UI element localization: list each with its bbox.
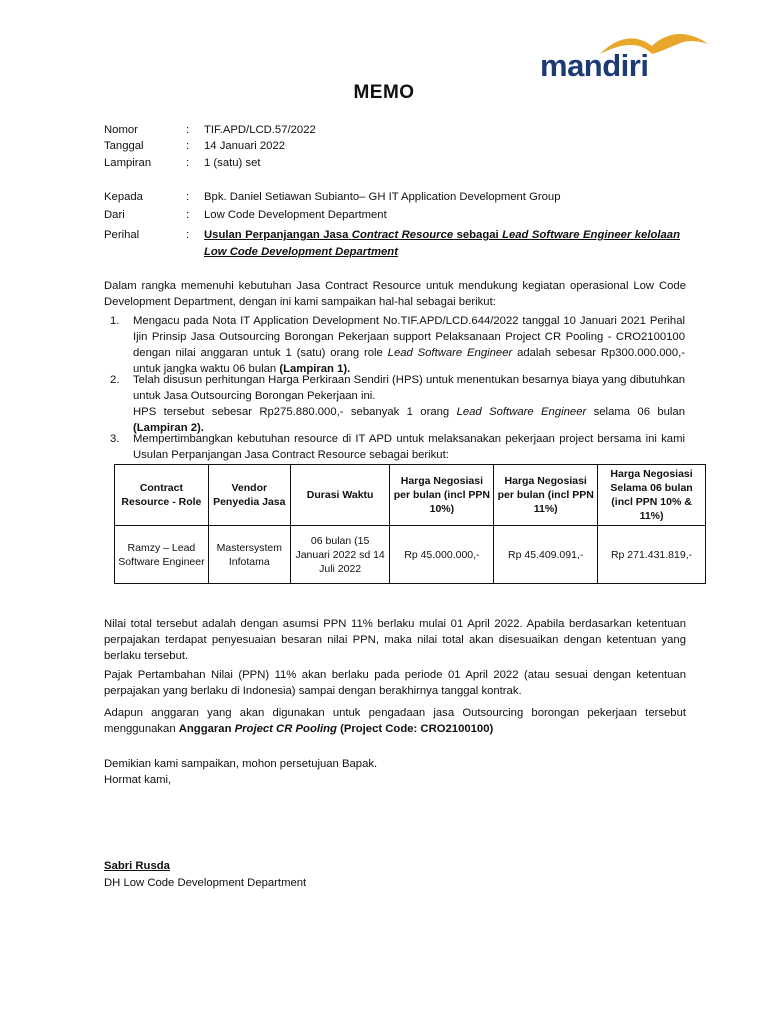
perihal-value xyxy=(204,227,680,261)
table-cell: Ramzy – Lead Software Engineer xyxy=(115,526,209,584)
meta-value: 1 (satu) set xyxy=(204,157,261,169)
meta-colon: : xyxy=(186,124,190,136)
table-header: Contract Resource - Role xyxy=(115,465,209,526)
list-text: Mempertimbangkan kebutuhan resource di IT APD untuk melaksanakan pekerjaan project bersama ini kami Usulan Perpanjangan Jasa Contract Resource sebagai berikut: xyxy=(133,433,685,461)
note-bold-italic: Project CR Pooling xyxy=(234,723,337,735)
table-cell: Rp 45.409.091,- xyxy=(494,526,598,584)
list-text xyxy=(133,313,685,377)
table-header: Vendor Penyedia Jasa xyxy=(208,465,290,526)
note-bold: Anggaran xyxy=(178,723,235,735)
meta-colon: : xyxy=(186,229,190,241)
note-ppn-period xyxy=(104,667,686,699)
meta-colon: : xyxy=(186,191,190,203)
note-text: Pajak Pertambahan Nilai (PPN) 11% akan berlaku pada periode 01 April 2022 (atau sesuai dengan ketentuan perpajakan yang berlaku di Indonesia) sampai dengan berakhirnya tanggal kontrak. xyxy=(104,669,686,697)
meta-label: Dari xyxy=(104,209,125,221)
meta-label: Lampiran xyxy=(104,157,152,169)
signer-title: DH Low Code Development Department xyxy=(104,877,307,889)
closing-line: Hormat kami, xyxy=(104,774,172,786)
table-header: Harga Negosiasi per bulan (incl PPN 10%) xyxy=(390,465,494,526)
note-ppn-assumption xyxy=(104,616,686,664)
resource-table xyxy=(114,464,706,584)
meta-value: Low Code Development Department xyxy=(204,209,387,221)
meta-value: TIF.APD/LCD.57/2022 xyxy=(204,124,316,136)
closing xyxy=(104,756,686,788)
signer-name: Sabri Rusda xyxy=(104,860,170,872)
item-italic: Lead Software Engineer xyxy=(387,347,513,359)
meta-label: Nomor xyxy=(104,124,138,136)
list-number: 1. xyxy=(110,315,120,327)
perihal-italic: Contract Resource xyxy=(351,229,454,241)
intro-text: Dalam rangka memenuhi kebutuhan Jasa Contract Resource untuk mendukung kegiatan operasional Low Code Development Department, dengan ini kami sampaikan hal-hal sebagai berikut: xyxy=(104,280,686,308)
meta-label: Kepada xyxy=(104,191,143,203)
item-text: selama 06 bulan xyxy=(586,406,685,418)
meta-value: 14 Januari 2022 xyxy=(204,140,286,152)
meta-label: Perihal xyxy=(104,229,140,241)
perihal-text: sebagai xyxy=(453,229,503,241)
perihal-text: Usulan Perpanjangan Jasa xyxy=(204,229,352,241)
item-bold: (Lampiran 2). xyxy=(133,422,204,434)
meta-label: Tanggal xyxy=(104,140,144,152)
table-cell: Rp 271.431.819,- xyxy=(598,526,706,584)
table-cell: Rp 45.000.000,- xyxy=(390,526,494,584)
intro-paragraph xyxy=(104,278,686,310)
note-budget xyxy=(104,705,686,737)
list-number: 2. xyxy=(110,374,120,386)
item-italic: Lead Software Engineer xyxy=(456,406,587,418)
table-cell: Mastersystem Infotama xyxy=(208,526,290,584)
table-row xyxy=(115,526,706,584)
table-cell: 06 bulan (15 Januari 2022 sd 14 Juli 2022 xyxy=(290,526,390,584)
closing-line: Demikian kami sampaikan, mohon persetujuan Bapak. xyxy=(104,758,378,770)
meta-value: Bpk. Daniel Setiawan Subianto– GH IT Application Development Group xyxy=(204,191,561,203)
note-text xyxy=(104,705,686,737)
note-text: Nilai total tersebut adalah dengan asumsi PPN 11% berlaku mulai 01 April 2022. Apabila berdasarkan ketentuan perpajakan terdapat penyesuaian besaran nilai PPN, maka nilai total akan disesuaikan dengan ketentuan yang berlaku tersebut. xyxy=(104,618,686,662)
table-header: Durasi Waktu xyxy=(290,465,390,526)
item-text: adalah sebesar Rp300.000.000,- untuk jangka waktu 06 bulan xyxy=(133,347,685,375)
table-header: Harga Negosiasi per bulan (incl PPN 11%) xyxy=(494,465,598,526)
table-header: Harga Negosiasi Selama 06 bulan (incl PPN 10% & 11%) xyxy=(598,465,706,526)
mandiri-logo xyxy=(540,32,710,82)
list-text xyxy=(133,372,685,436)
item-bold: (Lampiran 1). xyxy=(279,363,351,375)
mandiri-logo-text: mandiri xyxy=(540,48,649,83)
item-text: Telah disusun perhitungan Harga Perkiraan Sendiri (HPS) untuk menentukan besarnya biaya yang dibutuhkan untuk Jasa Outsourcing Borongan Pekerjaan ini. xyxy=(133,374,685,402)
item-text: Mengacu pada Nota IT Application Development No.TIF.APD/LCD.644/2022 tanggal 10 Januari 2021 Perihal Ijin Prinsip Jasa Outsourcing Borongan Pekerjaan support Pelaksanaan Project CR Pooling - CRO2100100 dengan nilai anggaran untuk 1 (satu) orang role xyxy=(133,315,685,359)
item-text: HPS tersebut sebesar Rp275.880.000,- sebanyak 1 orang xyxy=(133,406,457,418)
note-bold: (Project Code: CRO2100100) xyxy=(336,723,494,735)
table-header-row xyxy=(115,465,706,526)
meta-colon: : xyxy=(186,140,190,152)
list-number: 3. xyxy=(110,433,120,445)
memo-title: MEMO xyxy=(353,82,415,103)
note-part: Adapun anggaran yang akan digunakan untuk pengadaan jasa Outsourcing borongan pekerjaan tersebut menggunakan xyxy=(104,707,686,735)
perihal-italic: Lead Software Engineer kelolaan Low Code Development Department xyxy=(204,229,680,258)
meta-colon: : xyxy=(186,157,190,169)
meta-colon: : xyxy=(186,209,190,221)
